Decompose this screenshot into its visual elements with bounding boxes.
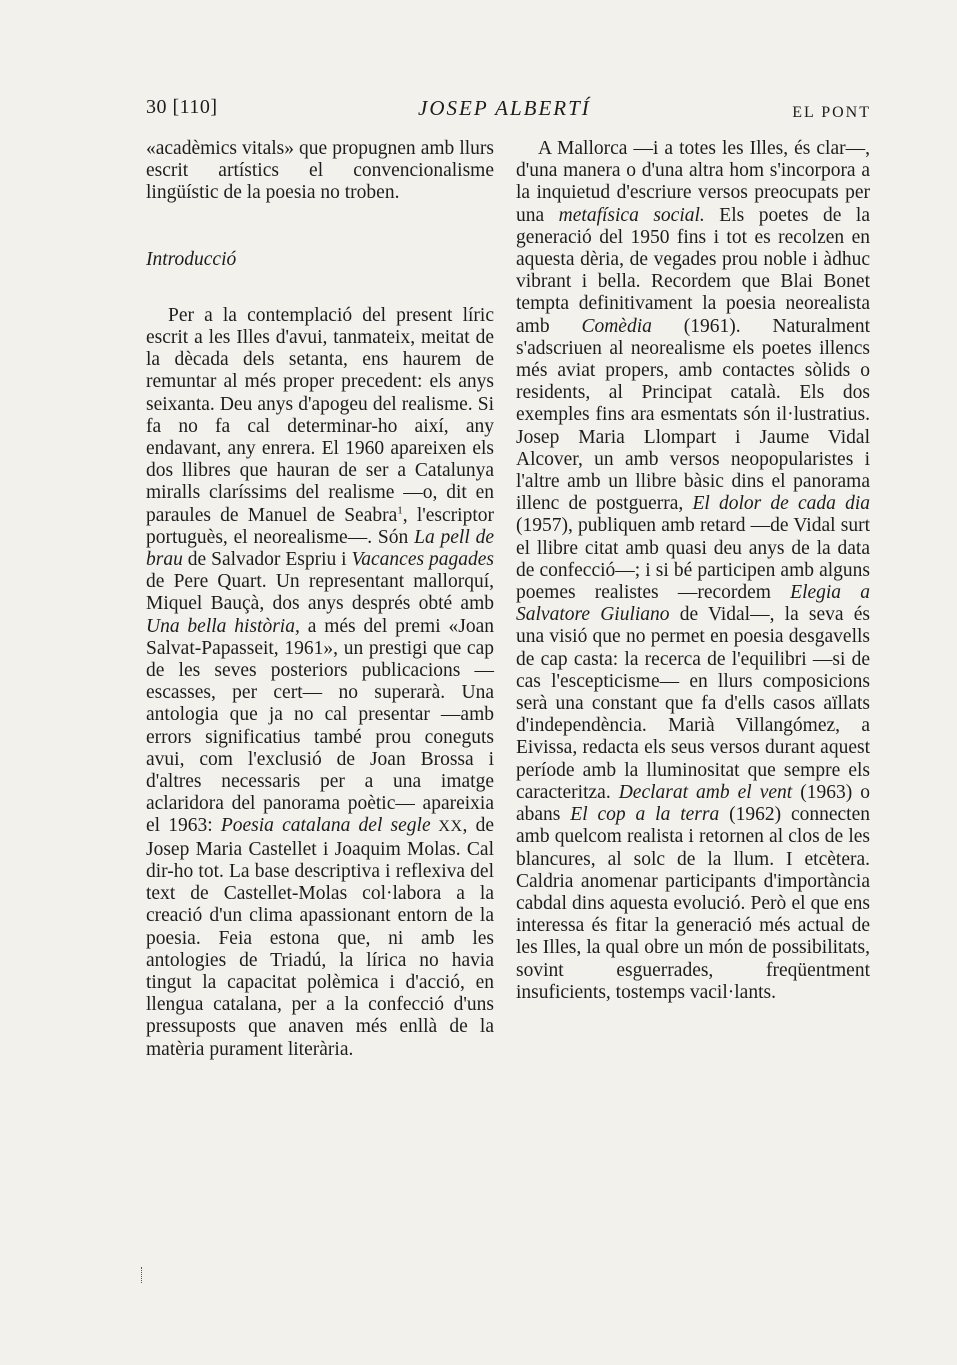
text-run: , l'escriptor portuguès, el neorealisme—. Són [146,504,494,548]
paragraph-mallorca [516,138,870,1004]
section-heading: Introducció [146,248,237,270]
text-run: (1962) connecten amb quelcom realista i retornen al clos de les blancures, al solc de la llum. I etcètera. Caldria anomenar participants d'importància cabdal dins aquesta evolució. Però el que ens interessa és fitar la generació més actual de les Illes, la qual obre un món de possibilitats, sovint esguerrades, freqüentment insuficients, tostemps vacil·lants. [516,804,870,1003]
century-numeral: XX [430,818,463,836]
paragraph-continuation: «acadèmics vitals» que propugnen amb llurs escrit artístics el convencionalisme lingüístic de la poesia no troben. [146,138,494,204]
book-title: Una bella història, [146,615,300,637]
book-title: Vacances pagades [351,549,494,571]
running-author: JOSEP ALBERTÍ [418,96,591,120]
text-run: , de Josep Maria Castellet i Joaquim Molas. Cal dir-ho tot. La base descriptiva i reflexiva del text de Castellet-Molas col·labora a la creació d'un clima apassionant entorn de la poesia. Feia estona que, ni amb les antologies de Triadú, la lírica no havia tingut la capacitat polèmica i d'acció, en llengua catalana, per a la confecció d'uns pressuposts que anaven més enllà de la matèria purament literària. [146,815,495,1060]
text-run: a més del premi «Joan Salvat-Papasseit, 1961», un prestigi que cap de les seves posteriors publicacions —escasses, per cert— no superarà. Una antologia que ja no cal presentar —amb errors significatius també prou coneguts avui, com l'exclusió de Joan Brossa i d'altres necessaris per a una imatge aclaridora del panorama poètic— apareixia el 1963: [146,615,494,837]
book-title: Elegia a Salvatore Giuliano [516,582,870,626]
text-run: Els poetes de la generació del 1950 fins i tot es recolzen en aquesta dèria, de vegades prou noble i àdhuc vibrant i bella. Recordem que Blai Bonet tempta definitivament la poesia neorealista amb [516,204,871,337]
text-run: (1957), publiquen amb retard —de Vidal surt el llibre citat amb quasi deu anys de la data de confecció—; i si bé participen amb alguns poemes realistes —recordem [516,515,870,604]
left-column [146,138,494,1061]
page-number: 30 [110] [146,96,218,118]
book-title: Declarat amb el vent [618,781,793,803]
text-run: de Vidal—, la seva és una visió que no permet en poesia desgavells de cap casta: la recerca de l'equilibri —si de cas l'escepticisme— en llurs composicions serà una constant que fa d'ells casos aïllats d'independència. Marià Villangómez, a Eivissa, redacta els seus versos durant aquest període amb la lluminositat que sempre els caracteritza. [516,604,870,803]
emphasis: metafísica social. [558,204,705,226]
text-run: (1963) o abans [516,781,870,826]
text-run: A Mallorca —i a totes les Illes, és clar—, d'una manera o d'una altra hom s'incorpora a la inquietud d'escriure versos preocupats per una [516,138,870,226]
text-run: de Pere Quart. Un representant mallorquí, Miquel Bauçà, dos anys després obté amb [146,571,494,615]
paragraph-introduction [146,305,494,1061]
margin-mark [141,1267,144,1283]
text-run: de Salvador Espriu i [182,549,352,571]
book-title: La pell de brau [146,526,494,571]
running-journal: EL PONT [792,104,871,121]
book-title: Comèdia [581,315,652,337]
text-run: (1961). Naturalment s'adscriuen al neorealisme els poetes illencs més aviat propers, amb contactes sòlids o residents, al Principat català. Els dos exemples fins ara esmentats són il·lustratius. Josep Maria Llompart i Jaume Vidal Alcover, un amb versos neopopularistes i l'altre amb un llibre bàsic dins el panorama illenc de postguerra, [516,315,870,515]
book-title: El dolor de cada dia [692,493,870,515]
text-run: Per a la contemplació del present líric escrit a les Illes d'avui, tanmateix, meitat de la dècada dels setanta, ens haurem de remuntar al més proper precedent: els anys seixanta. Deu anys d'apogeu del realisme. Si fa no fa cal determinar-ho així, any endavant, any enrera. El 1960 apareixen els dos llibres que hauran de ser a Catalunya miralls claríssims del realisme —o, dit en paraules de Manuel de Seabra [146,304,494,526]
book-title: Poesia catalana del segle [220,815,431,837]
footnote-marker: 1 [397,504,403,517]
right-column [516,138,870,1004]
book-title: El cop a la terra [570,804,720,826]
